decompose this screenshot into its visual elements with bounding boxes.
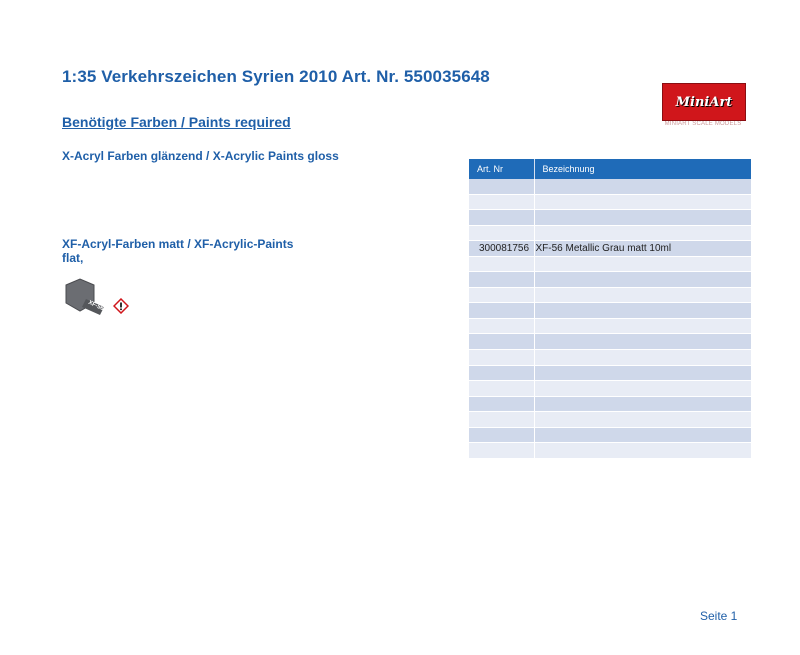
cell-bezeichnung: [534, 194, 751, 210]
cell-bezeichnung: XF-56 Metallic Grau matt 10ml: [534, 241, 751, 257]
cell-bezeichnung: [534, 272, 751, 288]
table-row: [469, 427, 751, 443]
table-row: [469, 303, 751, 319]
cell-bezeichnung: [534, 350, 751, 366]
table-row: [469, 194, 751, 210]
cell-bezeichnung: [534, 396, 751, 412]
table-row: [469, 396, 751, 412]
table-row: [469, 412, 751, 428]
cell-bezeichnung: [534, 365, 751, 381]
table-row: [469, 365, 751, 381]
table-row: [469, 350, 751, 366]
cell-art-nr: [469, 225, 534, 241]
table-row: [469, 287, 751, 303]
cell-art-nr: [469, 210, 534, 226]
cell-art-nr: [469, 396, 534, 412]
cell-bezeichnung: [534, 179, 751, 194]
cell-bezeichnung: [534, 381, 751, 397]
cell-bezeichnung: [534, 443, 751, 459]
table-row: [469, 272, 751, 288]
cell-art-nr: 300081756: [469, 241, 534, 257]
cell-bezeichnung: [534, 318, 751, 334]
paint-jar-icon: [60, 277, 110, 317]
cell-art-nr: [469, 256, 534, 272]
column-header-art-nr: Art. Nr: [469, 159, 534, 179]
flat-paints-heading: XF-Acryl-Farben matt / XF-Acrylic-Paints flat,: [62, 237, 294, 265]
table-header-row: [469, 159, 751, 179]
cell-art-nr: [469, 318, 534, 334]
paints-required-heading: Benötigte Farben / Paints required: [62, 114, 291, 130]
page-number: Seite 1: [700, 609, 738, 623]
cell-art-nr: [469, 334, 534, 350]
cell-bezeichnung: [534, 287, 751, 303]
cell-bezeichnung: [534, 225, 751, 241]
table-body: [469, 179, 751, 458]
table-row: [469, 381, 751, 397]
table-row: [469, 443, 751, 459]
cell-art-nr: [469, 443, 534, 459]
document-title: 1:35 Verkehrszeichen Syrien 2010 Art. Nr. 550035648: [62, 67, 490, 86]
cell-art-nr: [469, 412, 534, 428]
table-row: [469, 225, 751, 241]
table-row: [469, 241, 751, 257]
cell-bezeichnung: [534, 334, 751, 350]
table-row: [469, 256, 751, 272]
logo-subtitle: MINIART SCALE MODELS: [664, 121, 742, 127]
cell-art-nr: [469, 303, 534, 319]
cell-art-nr: [469, 350, 534, 366]
cell-art-nr: [469, 381, 534, 397]
cell-art-nr: [469, 427, 534, 443]
cell-bezeichnung: [534, 427, 751, 443]
cell-art-nr: [469, 179, 534, 194]
cell-art-nr: [469, 194, 534, 210]
cell-art-nr: [469, 287, 534, 303]
cell-bezeichnung: [534, 303, 751, 319]
gloss-paints-heading: X-Acryl Farben glänzend / X-Acrylic Paints gloss: [62, 149, 339, 163]
cell-art-nr: [469, 272, 534, 288]
table-row: [469, 334, 751, 350]
cell-bezeichnung: [534, 412, 751, 428]
table-row: [469, 318, 751, 334]
paint-code-label: XF-56: [87, 299, 105, 313]
paints-table: [469, 159, 752, 459]
miniart-logo: [662, 83, 746, 121]
table-row: [469, 179, 751, 194]
table-row: [469, 210, 751, 226]
column-header-bezeichnung: Bezeichnung: [534, 159, 751, 179]
cell-art-nr: [469, 365, 534, 381]
cell-bezeichnung: [534, 210, 751, 226]
hazard-warning-icon: [113, 298, 129, 314]
logo-brand: MiniArt: [675, 94, 733, 110]
cell-bezeichnung: [534, 256, 751, 272]
